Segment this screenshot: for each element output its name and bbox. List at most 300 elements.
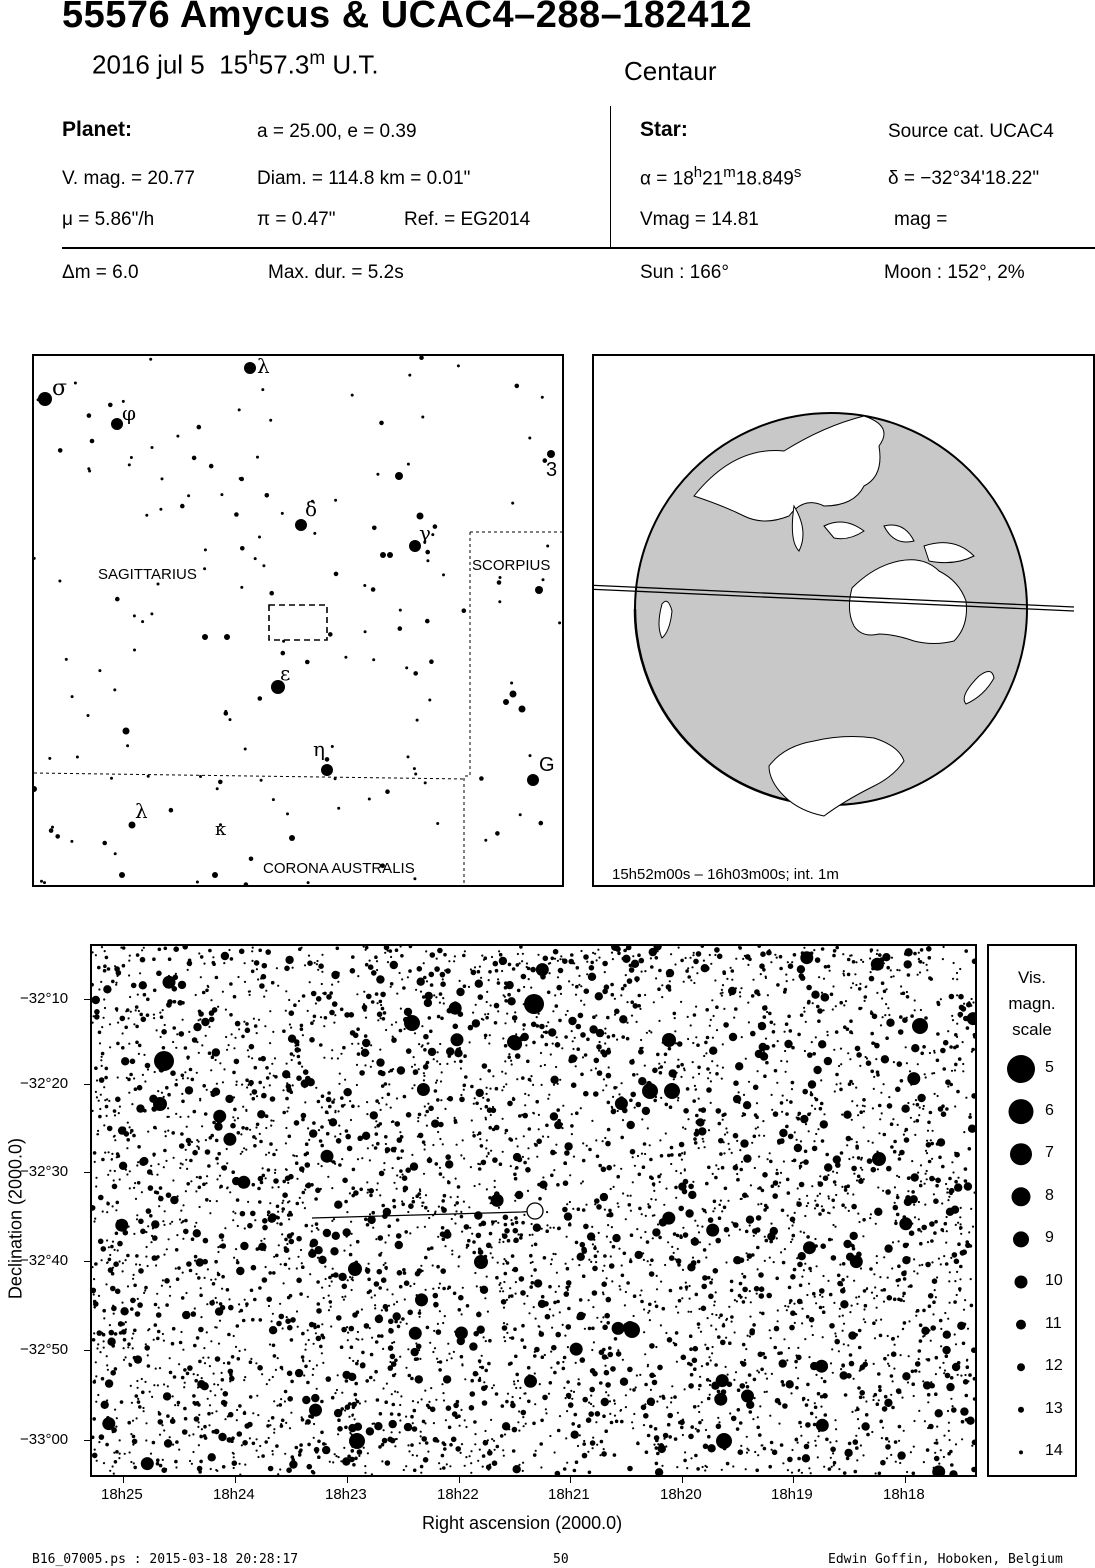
- field-star: [816, 1005, 818, 1007]
- finder-star: [321, 764, 333, 776]
- field-star: [754, 1167, 756, 1169]
- field-star: [870, 971, 872, 973]
- field-star: [427, 1451, 429, 1453]
- field-star: [217, 1162, 219, 1164]
- field-star: [693, 959, 699, 965]
- field-star: [644, 1231, 646, 1233]
- field-star: [888, 1365, 890, 1367]
- field-star: [721, 989, 723, 991]
- field-star: [550, 1174, 554, 1178]
- field-star: [220, 1388, 222, 1390]
- field-star: [235, 1021, 241, 1027]
- field-star: [736, 1140, 738, 1142]
- field-star: [731, 969, 735, 973]
- field-star: [687, 1118, 689, 1120]
- field-star: [386, 1383, 388, 1385]
- field-star: [829, 970, 831, 972]
- field-star: [476, 1312, 482, 1318]
- field-star: [856, 1252, 862, 1258]
- field-star: [454, 1061, 456, 1063]
- field-star: [835, 1194, 837, 1196]
- field-star: [653, 1190, 655, 1192]
- field-star: [497, 1010, 499, 1012]
- field-star: [323, 1297, 325, 1299]
- field-star: [814, 1406, 818, 1410]
- field-star: [760, 973, 762, 975]
- field-star: [271, 1450, 273, 1452]
- field-star: [112, 1431, 114, 1433]
- field-star: [254, 1066, 258, 1070]
- field-star: [831, 1466, 833, 1468]
- finder-star: [49, 828, 54, 833]
- field-star: [773, 1261, 775, 1263]
- field-star: [619, 1015, 627, 1023]
- field-star: [628, 1203, 632, 1207]
- field-star: [743, 1101, 751, 1109]
- field-star: [307, 1296, 309, 1298]
- finder-star: [529, 754, 532, 757]
- field-star: [195, 994, 197, 996]
- field-star: [710, 963, 712, 965]
- field-star: [388, 1234, 390, 1236]
- field-star: [816, 1265, 818, 1267]
- field-star: [357, 1043, 359, 1045]
- field-star: [400, 954, 404, 958]
- field-star: [506, 1323, 508, 1325]
- field-star: [568, 1223, 572, 1227]
- field-star: [308, 1139, 310, 1141]
- field-star: [150, 1241, 152, 1243]
- field-star: [320, 1188, 322, 1190]
- field-star: [780, 1251, 782, 1253]
- field-star: [498, 1241, 500, 1243]
- field-star: [762, 1120, 764, 1122]
- field-star: [92, 1436, 95, 1440]
- finder-star: [407, 463, 410, 466]
- field-star: [904, 1137, 910, 1143]
- field-star: [811, 1325, 813, 1327]
- field-star: [947, 1199, 949, 1201]
- field-star: [658, 1067, 660, 1069]
- field-star: [511, 1063, 513, 1065]
- field-star: [859, 1390, 865, 1396]
- finder-star: [479, 776, 484, 781]
- field-star: [815, 1374, 817, 1376]
- field-star: [915, 1311, 917, 1313]
- field-star: [366, 1223, 370, 1227]
- field-star: [479, 1449, 481, 1451]
- field-star: [947, 1030, 949, 1032]
- field-star: [104, 1152, 106, 1154]
- field-star: [397, 1413, 401, 1417]
- field-star: [501, 1071, 503, 1073]
- field-star: [580, 1032, 586, 1038]
- field-star: [893, 1298, 897, 1302]
- field-star: [92, 1453, 98, 1459]
- field-star: [553, 1227, 555, 1229]
- field-star: [277, 985, 279, 987]
- field-star: [811, 1041, 813, 1043]
- field-star: [761, 1444, 763, 1446]
- field-star: [252, 1089, 258, 1095]
- finder-star: [240, 586, 243, 589]
- field-star: [887, 1363, 889, 1365]
- field-star: [273, 1178, 279, 1184]
- finder-star: [115, 597, 120, 602]
- field-star: [863, 1308, 865, 1310]
- field-star: [857, 1175, 861, 1179]
- field-star: [120, 1307, 128, 1315]
- field-star: [753, 1378, 757, 1382]
- field-star: [540, 1419, 544, 1423]
- field-star: [109, 1470, 111, 1472]
- field-star: [625, 1394, 627, 1396]
- field-star: [566, 1280, 572, 1286]
- field-star: [562, 1207, 568, 1213]
- field-star: [673, 1252, 675, 1254]
- field-star: [701, 1226, 703, 1228]
- field-star: [454, 1222, 456, 1224]
- field-star: [749, 1410, 753, 1414]
- field-star: [506, 1261, 510, 1265]
- field-star: [563, 1161, 567, 1165]
- field-star: [597, 949, 599, 951]
- field-star: [901, 1105, 909, 1113]
- field-star: [98, 988, 100, 990]
- field-star: [424, 1105, 426, 1107]
- field-star: [184, 1382, 186, 1384]
- field-star: [935, 1373, 937, 1375]
- field-star: [310, 1249, 314, 1253]
- field-star: [694, 1220, 696, 1222]
- field-star: [818, 1430, 820, 1432]
- field-star: [96, 1096, 98, 1098]
- field-star: [860, 1159, 862, 1161]
- field-star: [472, 1131, 474, 1133]
- field-star: [883, 1256, 885, 1258]
- field-star: [952, 1405, 954, 1407]
- field-star: [943, 1456, 945, 1458]
- field-star: [163, 1254, 165, 1256]
- label-three: 3: [546, 459, 558, 481]
- field-star: [203, 1347, 205, 1349]
- field-star: [495, 1220, 497, 1222]
- field-star: [665, 1103, 669, 1107]
- finder-star: [202, 634, 208, 640]
- field-star: [612, 1245, 616, 1249]
- field-star: [903, 1430, 905, 1432]
- field-star: [749, 1224, 751, 1226]
- finder-star: [48, 757, 51, 760]
- field-star: [860, 1444, 862, 1446]
- field-star: [454, 1035, 458, 1039]
- field-star: [896, 1196, 900, 1200]
- field-star: [259, 1318, 263, 1322]
- field-star: [948, 1177, 952, 1181]
- field-star: [178, 1363, 180, 1365]
- field-star: [866, 1433, 870, 1437]
- field-star: [420, 1465, 424, 1469]
- field-star: [899, 1015, 903, 1019]
- field-star: [513, 1239, 517, 1243]
- finder-star: [398, 626, 403, 631]
- field-star: [821, 1377, 823, 1379]
- field-star: [508, 1053, 510, 1055]
- field-star: [669, 1289, 673, 1293]
- field-star: [396, 1188, 398, 1190]
- field-star: [158, 1307, 160, 1309]
- finder-star: [426, 559, 429, 562]
- field-star: [407, 1211, 409, 1213]
- field-star: [316, 960, 318, 962]
- field-star: [424, 1390, 426, 1392]
- field-star: [800, 1140, 802, 1142]
- field-star: [580, 985, 582, 987]
- field-star: [893, 1150, 897, 1154]
- field-star: [582, 1453, 588, 1459]
- field-star: [841, 1363, 845, 1367]
- field-star: [488, 970, 492, 974]
- field-star: [388, 1365, 394, 1371]
- field-star: [714, 1301, 716, 1303]
- field-star: [612, 1034, 616, 1038]
- finder-svg: [34, 356, 562, 885]
- field-star: [875, 1319, 877, 1321]
- field-star: [329, 991, 333, 995]
- field-star: [145, 1231, 147, 1233]
- field-star: [442, 1237, 446, 1241]
- field-star: [506, 1332, 508, 1334]
- field-star: [808, 1467, 810, 1469]
- field-star: [919, 971, 921, 973]
- finder-star: [133, 614, 136, 617]
- field-star: [457, 1185, 461, 1189]
- field-star: [678, 947, 680, 949]
- field-star: [287, 1107, 289, 1109]
- field-star: [800, 1231, 802, 1233]
- field-star: [502, 1449, 504, 1451]
- field-star: [650, 1176, 654, 1180]
- field-star: [675, 1197, 677, 1199]
- field-star: [967, 1328, 969, 1330]
- finder-star: [43, 881, 46, 884]
- field-star: [337, 1418, 341, 1422]
- field-star: [223, 1068, 225, 1070]
- field-star: [492, 1257, 494, 1259]
- field-star: [115, 1097, 121, 1103]
- field-star: [692, 1181, 694, 1183]
- field-star: [331, 1049, 333, 1051]
- field-star: [354, 1418, 356, 1420]
- field-star: [487, 1107, 493, 1113]
- field-star: [644, 994, 646, 996]
- field-star: [124, 1026, 128, 1030]
- field-star: [153, 1339, 155, 1341]
- field-star: [617, 1206, 619, 1208]
- field-star: [935, 1409, 943, 1417]
- field-star: [632, 1073, 636, 1077]
- field-star: [472, 1134, 476, 1138]
- field-star: [219, 1175, 221, 1177]
- field-star: [755, 1469, 759, 1473]
- field-star: [536, 1016, 538, 1018]
- field-star: [728, 1341, 732, 1345]
- field-star: [901, 1271, 907, 1277]
- field-star: [534, 1143, 536, 1145]
- field-star: [649, 1271, 655, 1277]
- field-star: [502, 1118, 504, 1120]
- field-star: [171, 1342, 175, 1346]
- field-star: [956, 972, 958, 974]
- field-star: [586, 961, 588, 963]
- field-star: [683, 1108, 689, 1114]
- field-star: [576, 966, 580, 970]
- field-star: [430, 1246, 434, 1250]
- field-star: [893, 975, 895, 977]
- field-star: [730, 1315, 734, 1319]
- field-star: [709, 1281, 713, 1285]
- field-star: [647, 1398, 655, 1406]
- field-star: [507, 993, 511, 997]
- field-star: [273, 1075, 275, 1077]
- finder-star: [37, 398, 40, 401]
- field-star: [972, 1440, 975, 1446]
- field-star: [236, 1198, 240, 1202]
- field-star: [832, 1372, 834, 1374]
- field-star: [240, 1153, 242, 1155]
- field-star: [927, 1130, 929, 1132]
- field-star: [799, 1165, 803, 1169]
- field-star: [856, 1303, 858, 1305]
- field-star: [744, 955, 746, 957]
- field-star: [203, 1238, 209, 1244]
- field-star: [211, 1056, 215, 1060]
- field-star: [754, 1451, 756, 1453]
- field-star: [250, 1211, 256, 1217]
- field-star: [555, 1253, 557, 1255]
- field-star: [156, 1029, 158, 1031]
- field-star: [615, 1420, 619, 1424]
- field-star: [439, 1310, 441, 1312]
- field-star: [746, 1385, 750, 1389]
- field-star: [347, 1279, 349, 1281]
- field-star: [286, 1467, 292, 1473]
- field-star: [108, 1258, 112, 1262]
- field-star: [796, 1438, 798, 1440]
- field-star: [301, 1262, 303, 1264]
- field-star: [588, 1148, 592, 1152]
- field-star: [305, 1224, 309, 1228]
- finder-star: [272, 798, 275, 801]
- field-star: [539, 1331, 541, 1333]
- finder-star: [425, 619, 430, 624]
- field-star: [430, 1387, 432, 1389]
- field-star: [614, 1403, 616, 1405]
- finder-star: [150, 612, 153, 615]
- field-star: [731, 979, 733, 981]
- field-star: [385, 1143, 387, 1145]
- globe-caption: 15h52m00s – 16h03m00s; int. 1m: [612, 866, 839, 883]
- field-star: [819, 1107, 823, 1111]
- field-star: [613, 1399, 615, 1401]
- field-star: [472, 1012, 474, 1014]
- field-star: [680, 1063, 684, 1067]
- field-star: [182, 1349, 184, 1351]
- field-star: [897, 1336, 899, 1338]
- field-star: [838, 1315, 840, 1317]
- field-star: [424, 1256, 428, 1260]
- field-star: [312, 1368, 314, 1370]
- field-star: [146, 1246, 148, 1248]
- field-star: [142, 1407, 144, 1409]
- field-star: [135, 1041, 139, 1045]
- star-alpha: [640, 164, 801, 190]
- field-star: [808, 1267, 812, 1271]
- field-star: [592, 1015, 596, 1019]
- field-star: [738, 946, 740, 948]
- alpha-s-unit: s: [793, 164, 802, 181]
- field-star: [842, 953, 844, 955]
- field-star: [137, 1400, 141, 1404]
- field-star: [678, 1206, 684, 1212]
- field-star: [778, 1402, 782, 1406]
- field-star: [578, 1013, 584, 1019]
- field-star: [289, 1023, 291, 1025]
- field-star: [611, 1107, 613, 1109]
- field-star: [954, 1253, 956, 1255]
- field-star: [282, 1089, 284, 1091]
- field-star: [272, 1031, 274, 1033]
- field-star: [433, 994, 435, 996]
- finder-star: [399, 609, 402, 612]
- field-star: [314, 1246, 322, 1254]
- field-star: [894, 1440, 898, 1444]
- field-star: [346, 1326, 348, 1328]
- field-star: [492, 1461, 496, 1465]
- field-star: [414, 1064, 416, 1066]
- field-star: [911, 1173, 919, 1181]
- field-star: [243, 1379, 245, 1381]
- field-star: [882, 1406, 888, 1412]
- field-star: [304, 964, 306, 966]
- finder-star: [519, 813, 522, 816]
- field-star: [795, 1367, 797, 1369]
- field-star: [249, 1437, 251, 1439]
- finder-star: [371, 587, 376, 592]
- field-star: [310, 1183, 314, 1187]
- field-star: [703, 960, 705, 962]
- field-star: [503, 1307, 505, 1309]
- field-star: [909, 1230, 915, 1236]
- field-star: [670, 1146, 674, 1150]
- field-star: [277, 1211, 279, 1213]
- field-star: [733, 1379, 735, 1381]
- field-star: [372, 1060, 374, 1062]
- field-star: [146, 1208, 152, 1214]
- finder-star: [510, 691, 517, 698]
- field-star: [137, 1145, 141, 1149]
- field-star: [375, 1120, 377, 1122]
- finder-star: [141, 620, 144, 623]
- finder-star: [535, 586, 543, 594]
- field-star: [409, 1232, 411, 1234]
- field-star: [273, 1428, 275, 1430]
- field-star: [494, 1449, 496, 1451]
- field-star: [323, 1057, 325, 1059]
- field-star: [554, 1121, 562, 1129]
- field-star: [771, 1449, 773, 1451]
- field-star: [384, 1400, 388, 1404]
